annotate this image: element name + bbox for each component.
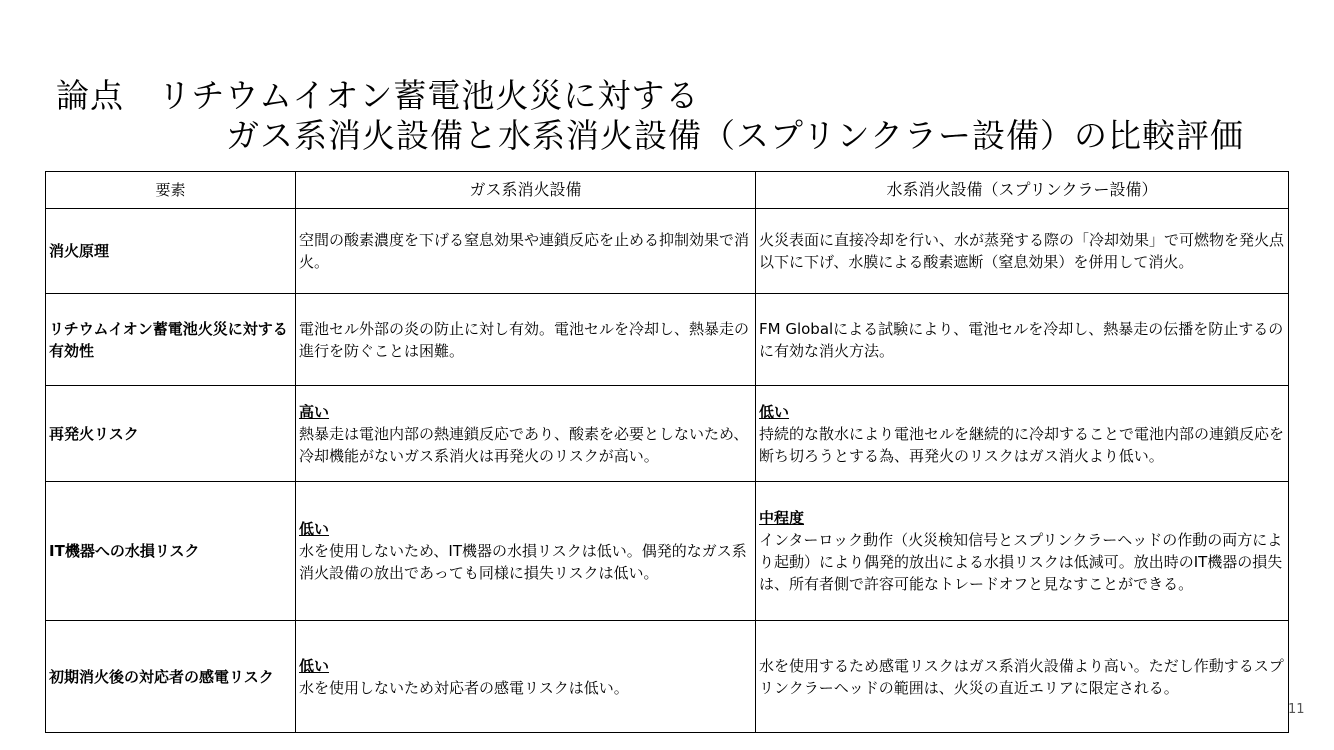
table-header-row [46,172,1289,209]
table-row [46,482,1289,621]
row-label: 初期消火後の対応者の感電リスク [46,621,296,733]
water-cell [756,209,1289,294]
cell-text: FM Globalによる試験により、電池セルを冷却し、熱暴走の伝播を防止するのに有効な消火方法。 [759,319,1284,360]
risk-level: 低い [299,520,330,538]
water-cell [756,294,1289,386]
water-cell [756,621,1289,733]
risk-level: 低い [299,656,330,675]
cell-text: 水を使用しないため対応者の感電リスクは低い。 [299,678,629,697]
cell-text: インターロック動作（火災検知信号とスプリンクラーヘッドの作動の両方により起動）により偶発的放出による水損リスクは低減可。放出時のIT機器の損失は、所有者側で許容可能なトレードオフと見なすことができる。 [759,531,1283,593]
cell-text: 熱暴走は電池内部の熱連鎖反応であり、酸素を必要としないため、冷却機能がないガス系消火は再発火のリスクが高い。 [299,424,749,465]
slide-title-line2: ガス系消火設備と水系消火設備（スプリンクラー設備）の比較評価 [226,116,1245,155]
gas-cell [296,482,756,621]
table-row [46,294,1289,386]
cell-text: 水を使用するため感電リスクはガス系消火設備より高い。ただし作動するスプリンクラーヘッドの範囲は、火災の直近エリアに限定される。 [759,656,1284,697]
header-gas-system: ガス系消火設備 [296,172,756,209]
cell-text: 空間の酸素濃度を下げる窒息効果や連鎖反応を止める抑制効果で消火。 [299,231,750,271]
gas-cell [296,621,756,733]
cell-text: 電池セル外部の炎の防止に対し有効。電池セルを冷却し、熱暴走の進行を防ぐことは困難。 [299,319,750,360]
cell-text: 火災表面に直接冷却を行い、水が蒸発する際の「冷却効果」で可燃物を発火点以下に下げ、水膜による酸素遮断（窒息効果）を併用して消火。 [759,231,1285,271]
row-label: 消火原理 [46,209,296,294]
row-label: 再発火リスク [46,386,296,482]
slide-title-line1: 論点 リチウムイオン蓄電池火災に対する [56,76,700,115]
header-element: 要素 [46,172,296,209]
table-row [46,209,1289,294]
comparison-table [45,171,1289,733]
water-cell [756,386,1289,482]
risk-level: 低い [759,402,790,421]
header-water-system: 水系消火設備（スプリンクラー設備） [756,172,1289,209]
gas-cell [296,386,756,482]
table-row [46,621,1289,733]
risk-level: 高い [299,402,330,421]
page-number: 11 [1288,702,1305,717]
water-cell [756,482,1289,621]
cell-text: 持続的な散水により電池セルを継続的に冷却することで電池内部の連鎖反応を断ち切ろうとする為、再発火のリスクはガス消火より低い。 [759,424,1285,465]
cell-text: 水を使用しないため、IT機器の水損リスクは低い。偶発的なガス系消火設備の放出であっても同様に損失リスクは低い。 [299,542,747,582]
table-row [46,386,1289,482]
row-label: IT機器への水損リスク [46,482,296,621]
risk-level: 中程度 [759,509,805,527]
row-label: リチウムイオン蓄電池火災に対する有効性 [46,294,296,386]
gas-cell [296,294,756,386]
gas-cell [296,209,756,294]
